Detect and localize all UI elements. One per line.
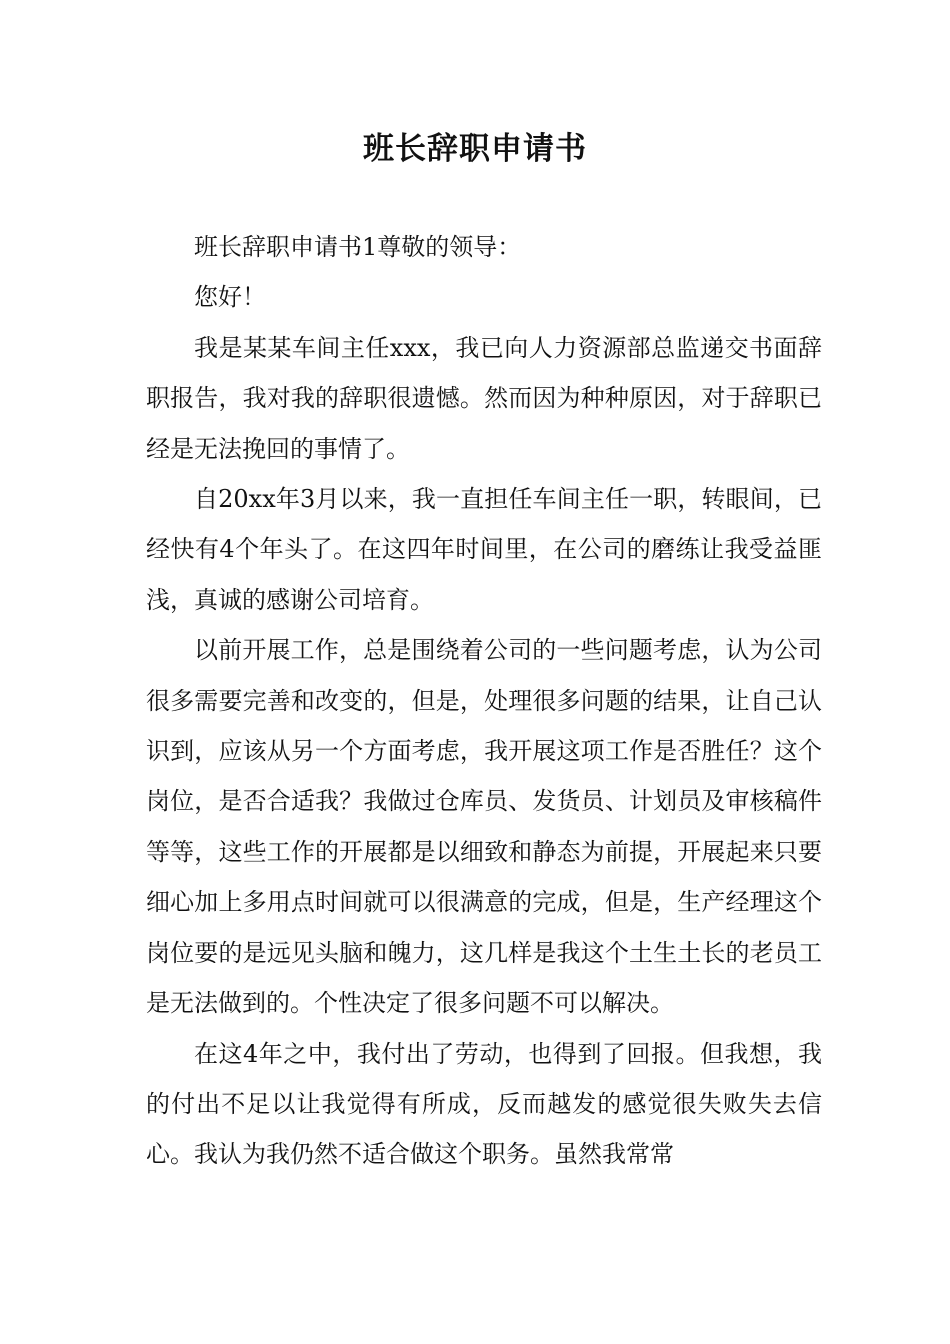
document-title: 班长辞职申请书 <box>363 131 587 167</box>
paragraph-salutation: 班长辞职申请书1尊敬的领导： <box>194 233 522 261</box>
paragraph-intro: 我是某某车间主任xxx，我已向人力资源部总监递交书面辞职报告，我对我的辞职很遗憾。然而因为种种原因，对于辞职已经是无法挽回的事情了。 <box>146 333 822 463</box>
paragraph-tenure: 自20xx年3月以来，我一直担任车间主任一职，转眼间，已经快有4个年头了。在这四年时间里，在公司的磨练让我受益匪浅，真诚的感谢公司培育。 <box>146 485 822 614</box>
paragraph-greeting: 您好！ <box>194 283 266 312</box>
paragraph-conclusion: 在这4年之中，我付出了劳动，也得到了回报。但我想，我的付出不足以让我觉得有所成，反而越发的感觉很失败失去信心。我认为我仍然不适合做这个职务。虽然我常常 <box>146 1039 822 1169</box>
document-body <box>146 222 822 1180</box>
paragraph-reflection: 以前开展工作，总是围绕着公司的一些问题考虑，认为公司很多需要完善和改变的，但是，处理很多问题的结果，让自己认识到，应该从另一个方面考虑，我开展这项工作是否胜任？这个岗位，是否合适我？我做过仓库员、发货员、计划员及审核稿件等等，这些工作的开展都是以细致和静态为前提，开展起来只要细心加上多用点时间就可以很满意的完成，但是，生产经理这个岗位要的是远见头脑和魄力，这几样是我这个土生土长的老员工是无法做到的。个性决定了很多问题不可以解决。 <box>146 636 822 1018</box>
